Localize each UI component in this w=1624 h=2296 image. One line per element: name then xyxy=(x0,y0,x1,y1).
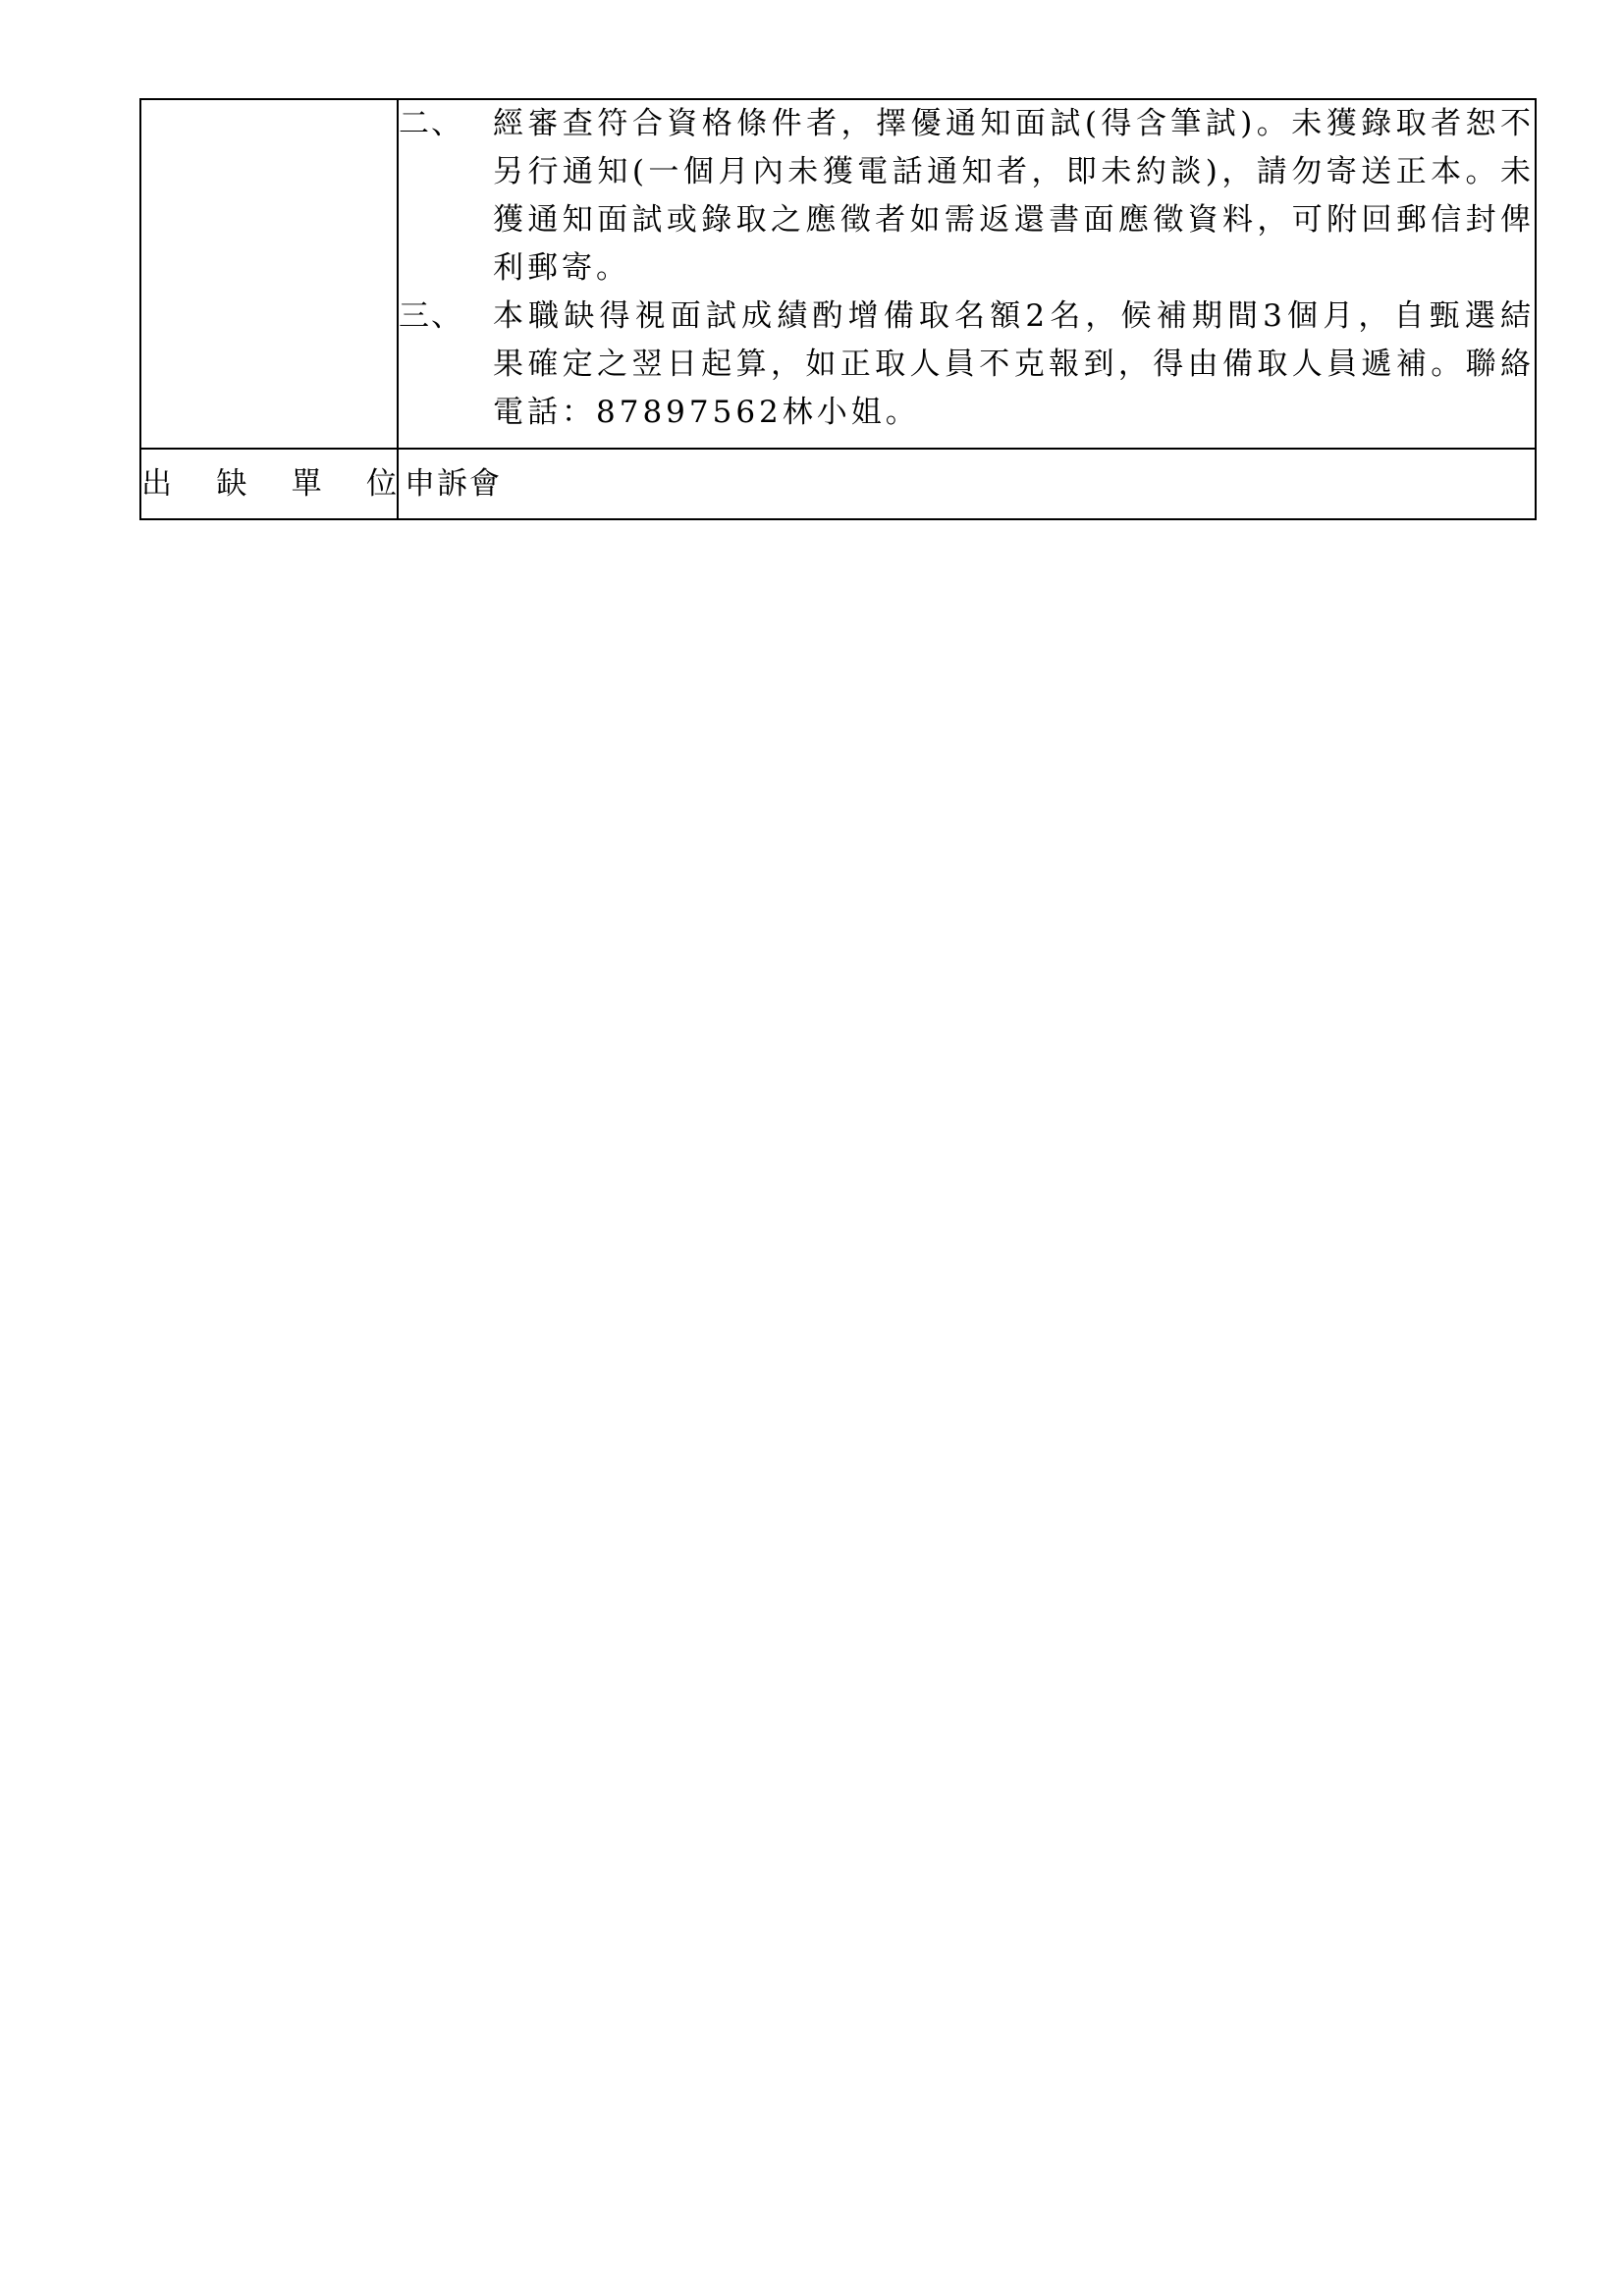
vacancy-unit-value-cell xyxy=(398,449,1536,519)
label-char: 單 xyxy=(291,466,322,502)
note-text: 本職缺得視面試成績酌增備取名額2名，候補期間3個月，自甄選結果確定之翌日起算，如正取人員不克報到，得由備取人員遞補。聯絡電話：87897562林小姐。 xyxy=(493,298,1535,430)
job-vacancy-table xyxy=(139,98,1537,520)
notes-label-cell xyxy=(140,99,398,449)
label-char: 缺 xyxy=(216,466,247,502)
label-char: 位 xyxy=(365,466,397,502)
vacancy-unit-row xyxy=(140,449,1536,519)
note-item xyxy=(399,100,1535,293)
note-number: 三、 xyxy=(399,298,463,334)
note-text: 經審查符合資格條件者，擇優通知面試(得含筆試)。未獲錄取者恕不另行通知(一個月內未獲電話通知者，即未約談)，請勿寄送正本。未獲通知面試或錄取之應徵者如需返還書面應徵資料，可附回郵信封俾利郵寄。 xyxy=(493,106,1535,286)
note-number: 二、 xyxy=(399,106,463,141)
notes-row xyxy=(140,99,1536,449)
vacancy-unit-label-cell xyxy=(140,449,398,519)
label-char: 出 xyxy=(141,466,172,502)
notes-cell xyxy=(398,99,1536,449)
note-item xyxy=(399,293,1535,437)
vacancy-unit-value: 申訴會 xyxy=(405,466,502,502)
vacancy-unit-label xyxy=(141,464,397,504)
